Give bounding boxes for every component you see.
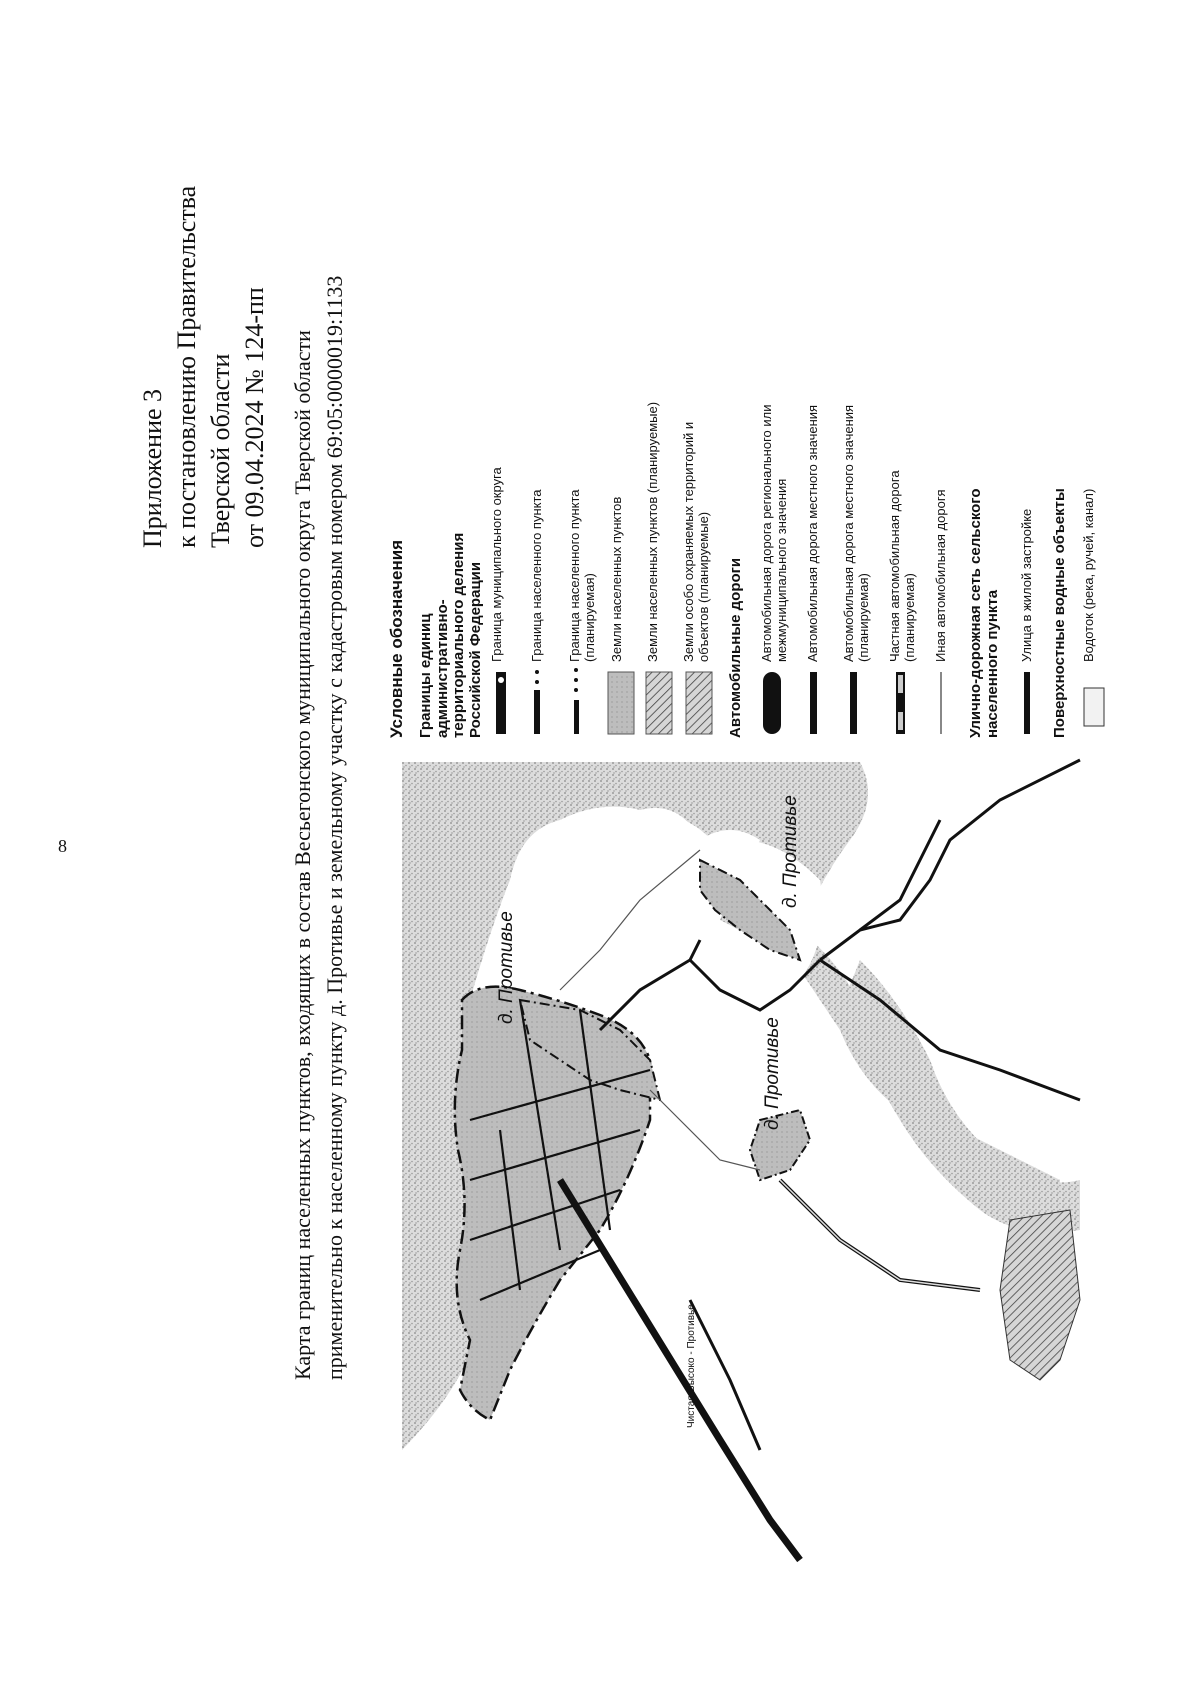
legend-label-regional-road: Автомобильная дорога регионального или межмуниципального значения [759,404,789,662]
legend-label-planned-local-road: Автомобильная дорога местного значения (планируемая) [841,404,871,662]
private-road-icon [896,672,905,734]
legend-label-private-road: Частная автомобильная дорога (планируемая) [887,470,917,662]
map-title-line-2: применительно к населенному пункту д. Противье и земельному участку с кадастровым номером 69:05:0000019:1133 [322,275,347,1380]
map-area [402,760,1080,1560]
legend-label-local-road: Автомобильная дорога местного значения [805,404,820,662]
header-line-1: Приложение 3 [138,388,167,548]
legend-icons [496,668,1104,734]
protected-lands [1000,1210,1080,1380]
map-label-settlement-north: д. Противье [496,911,517,1024]
legend-label-planned-lands: Земли населенных пунктов (планируемые) [645,401,660,662]
legend-section-boundaries: Границы единиц административно-территориального деления Российской Федерации [417,532,484,738]
regional-road [560,1180,800,1560]
map-road-label: Чистая-Высоко - Противье [686,1304,697,1428]
legend-heading: Условные обозначения [387,539,406,738]
header-line-3: Тверской области [206,353,235,548]
legend-label-settlement-boundary: Граница населенного пункта [529,489,544,662]
settlement-boundary-icon [534,670,540,734]
legend-label-planned-boundary: Граница населенного пункта (планируемая) [567,489,597,662]
legend-label-other-road: Иная автомобильная дорогя [933,489,948,662]
map-title-line-1: Карта границ населенных пунктов, входящих в состав Весьегонского муниципального округа Тверской области [290,330,315,1380]
watercourse-icon [1084,688,1104,726]
legend-section-roads: Автомобильные дороги [727,557,744,738]
header-line-4: от 09.04.2024 № 124-пп [240,287,269,548]
legend-label-municipal-boundary: Граница муниципального округа [489,467,504,662]
legend-label-residential-street: Улица в жилой застройке [1019,508,1034,662]
legend-section-water: Поверхностные водные объекты [1051,488,1068,738]
page-number: 8 [58,836,67,856]
planned-settlement-lands-icon [646,672,672,734]
regional-road-icon [763,672,781,734]
settlement-lands-icon [608,672,634,734]
map-label-settlement-south: д. Противье [762,1017,783,1130]
header-line-2: к постановлению Правительства [172,185,201,548]
legend-label-settlement-lands: Земли населенных пунктов [609,496,624,662]
protected-lands-icon [686,672,712,734]
planned-local-road-icon [850,672,857,734]
legend-label-watercourse: Водоток (река, ручей, канал) [1081,488,1096,662]
legend-section-streets: Улично-дорожная сеть сельского населенного пункта [967,488,1001,738]
residential-street-icon [1024,672,1030,734]
map-label-settlement-east: д. Противье [780,795,801,908]
other-road-icon [940,672,942,734]
local-road-icon [810,672,817,734]
planned-settlement-boundary-icon [574,668,579,734]
legend-label-protected-lands: Земли особо охраняемых территорий и объектов (планируемые) [681,421,711,662]
